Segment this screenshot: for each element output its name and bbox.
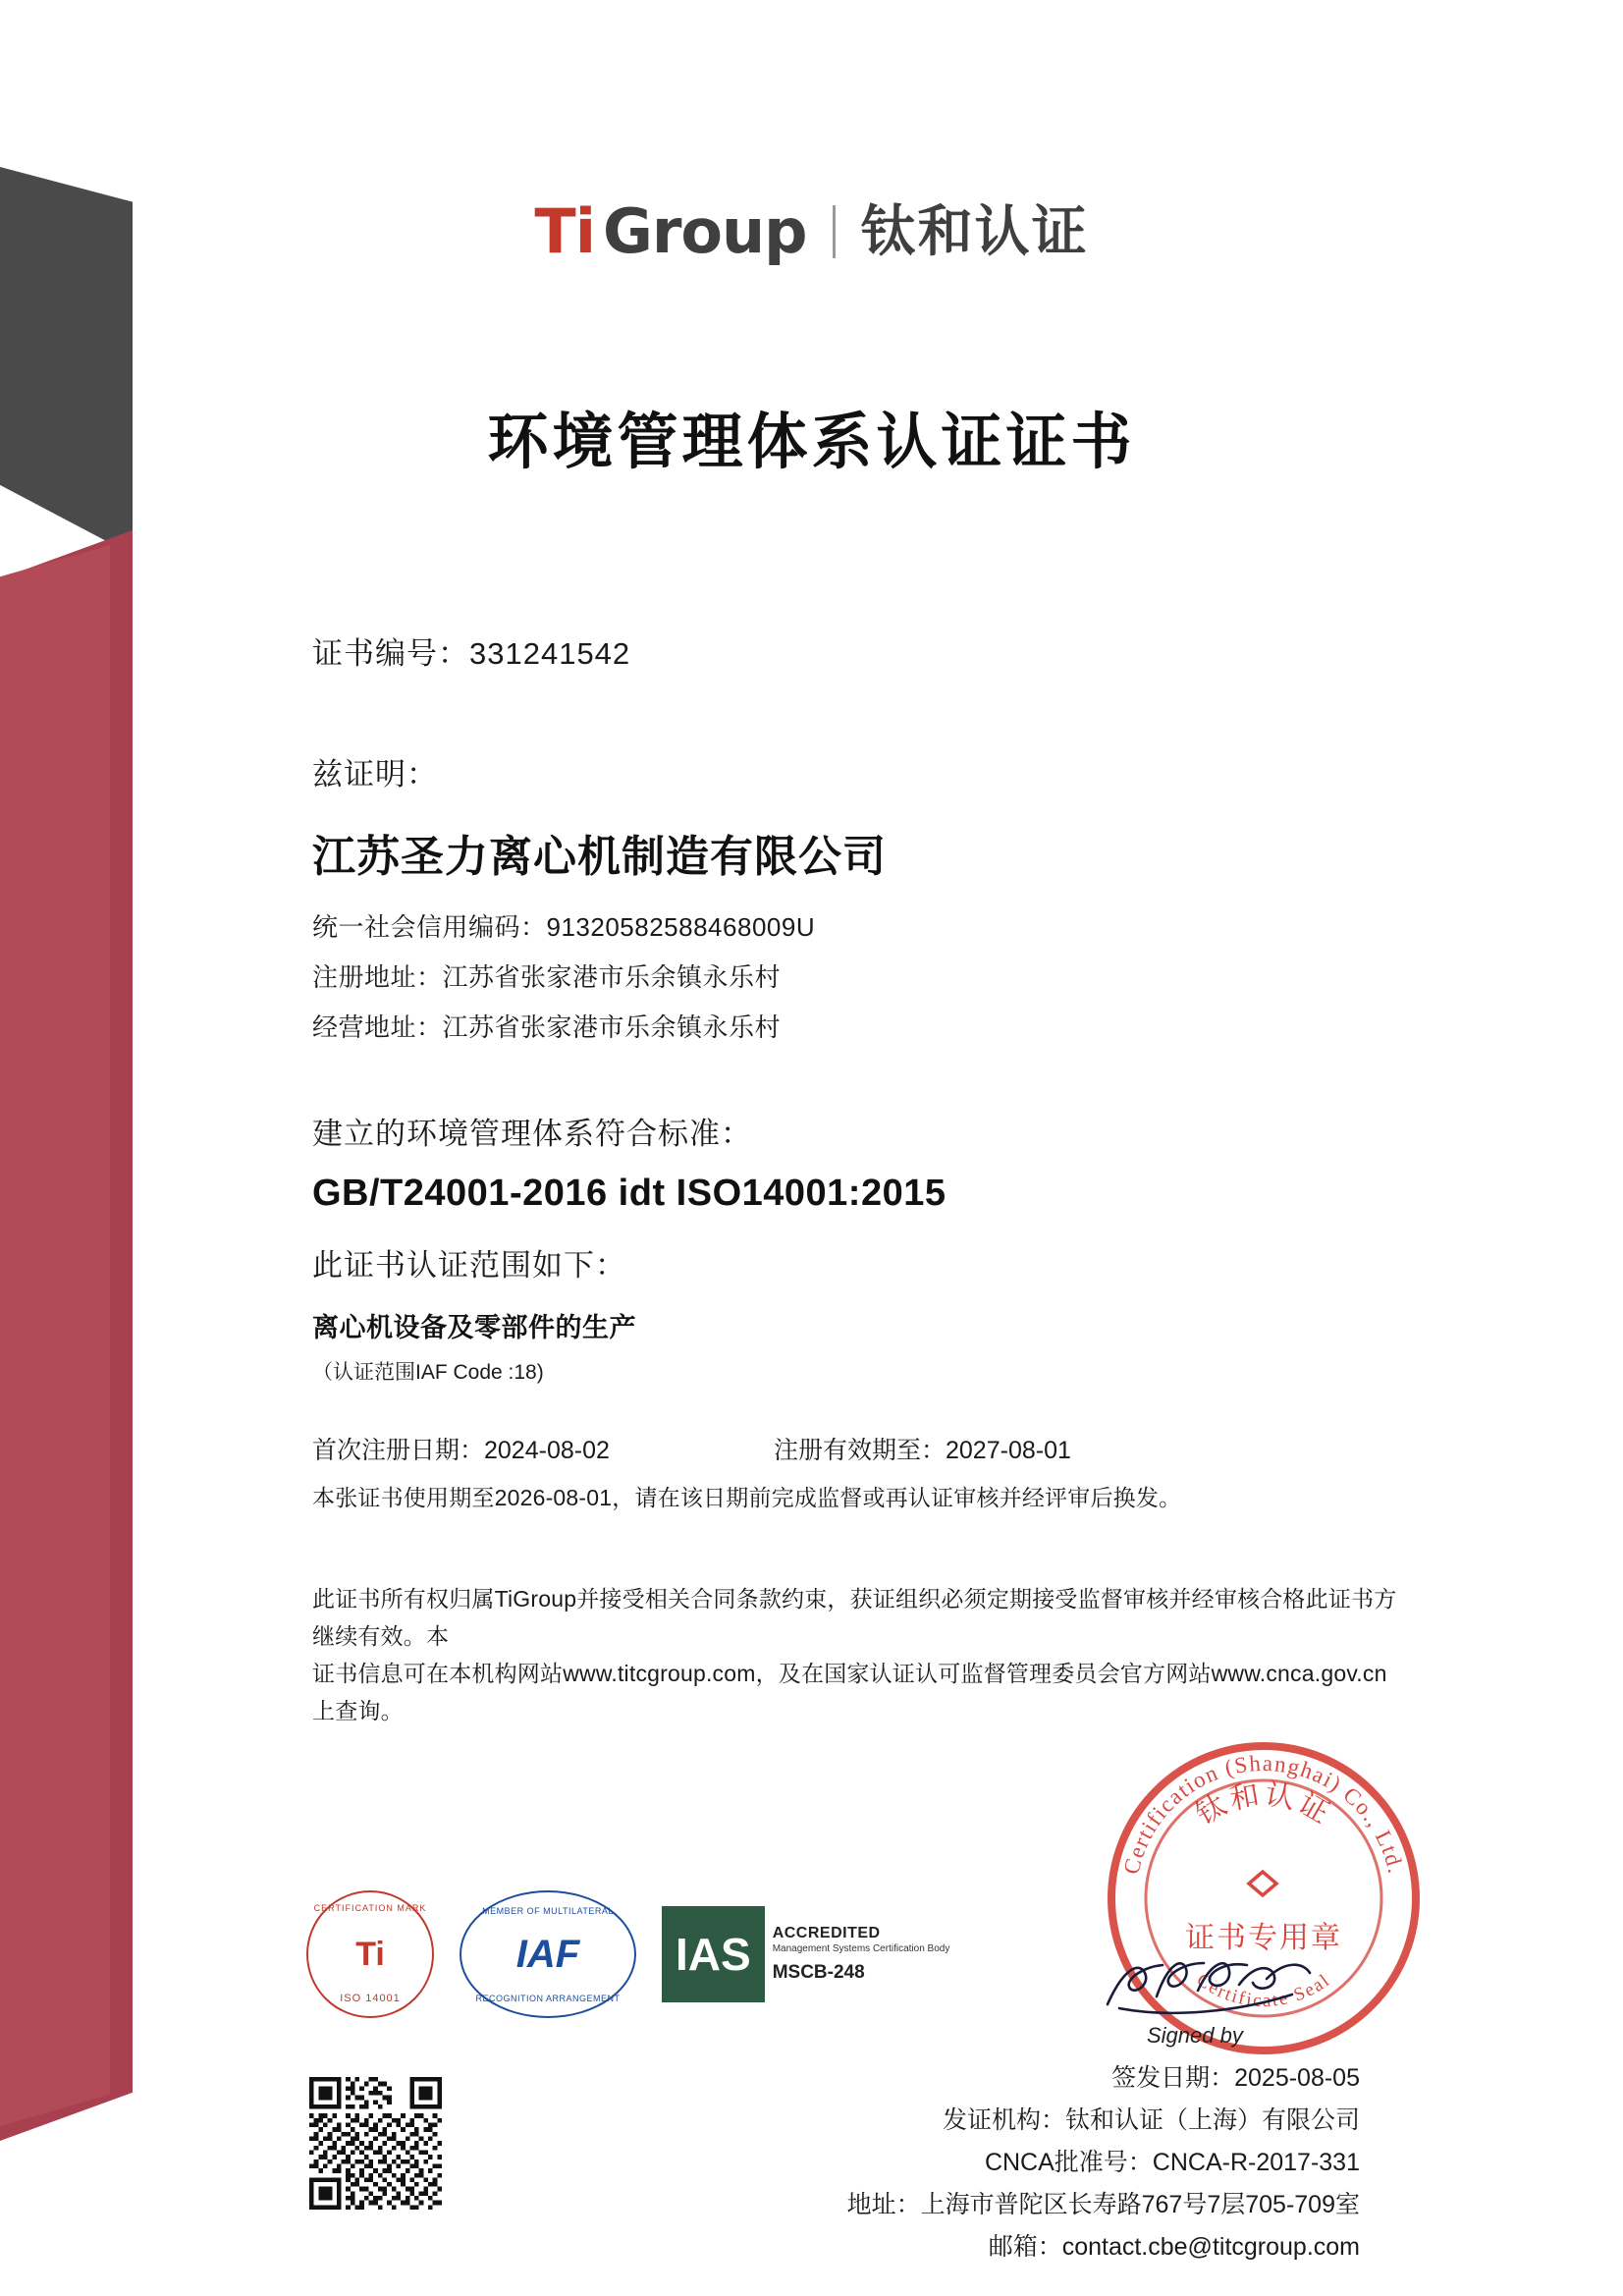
spacer <box>312 1058 1392 1109</box>
signed-by-label: Signed by <box>1147 2023 1243 2048</box>
svg-text:Certificate Seal: Certificate Seal <box>1192 1969 1335 2012</box>
legal-notice-line1: 此证书所有权归属TiGroup并接受相关合同条款约束，获证组织必须定期接受监督审核并经审核合格此证书方继续有效。本 <box>312 1586 1397 1649</box>
ias-code-text: MSCB-248 <box>772 1961 865 1983</box>
ias-mark-text-block <box>765 1906 950 2002</box>
certificate-body <box>312 629 1397 1730</box>
legal-notice <box>312 1581 1402 1730</box>
issuer-address: 地址：上海市普陀区长寿路767号7层705-709室 <box>846 2191 1360 2218</box>
scope-label: 此证书认证范围如下： <box>312 1248 626 1283</box>
iaf-mark-icon <box>460 1890 636 2018</box>
decorative-band-red-inner <box>0 545 110 2126</box>
logo-chinese-text: 钛和认证 <box>860 200 1089 262</box>
accreditation-marks <box>306 1890 949 2018</box>
footer-info <box>847 2057 1360 2269</box>
brand-logo <box>0 195 1623 267</box>
ias-mark-icon <box>662 1906 949 2002</box>
standard-value: GB/T24001-2016 idt ISO14001:2015 <box>312 1173 947 1214</box>
issue-date: 签发日期：2025-08-05 <box>1111 2064 1360 2092</box>
registered-address: 注册地址：江苏省张家港市乐余镇永乐村 <box>312 962 782 992</box>
iaf-mark-core-text: IAF <box>515 1933 580 1976</box>
logo-ti-text: Ti <box>534 195 595 267</box>
svg-text:证书专用章: 证书专用章 <box>1185 1921 1342 1955</box>
legal-notice-line2: 证书信息可在本机构网站www.titcgroup.com，及在国家认证认可监督管理委员会官方网站www.cnca.gov.cn上查询。 <box>312 1660 1387 1723</box>
page-title: 环境管理体系认证证书 <box>487 409 1136 476</box>
cnca-approval-number: CNCA批准号：CNCA-R-2017-331 <box>984 2149 1360 2176</box>
issuer-organization: 发证机构：钛和认证（上海）有限公司 <box>942 2106 1360 2134</box>
credit-code: 统一社会信用编码：91320582588468009U <box>312 912 816 942</box>
iaf-mark-bottom-text: RECOGNITION ARRANGEMENT <box>475 1994 621 2003</box>
signature-image <box>1100 1940 1325 2028</box>
standard-label: 建立的环境管理体系符合标准： <box>312 1117 752 1151</box>
scope-value: 离心机设备及零部件的生产 <box>312 1313 636 1342</box>
svg-text:钛和认证: 钛和认证 <box>1189 1777 1338 1832</box>
ias-subtitle-text: Management Systems Certification Body <box>772 1943 950 1955</box>
ias-accredited-text: ACCREDITED <box>772 1925 881 1942</box>
logo-divider <box>833 205 836 258</box>
business-address: 经营地址：江苏省张家港市乐余镇永乐村 <box>312 1012 782 1042</box>
qr-code-icon <box>309 2077 442 2210</box>
company-name: 江苏圣力离心机制造有限公司 <box>312 833 887 881</box>
scope-iaf-code: （认证范围IAF Code :18) <box>312 1361 544 1384</box>
issuer-email: 邮箱：contact.cbe@titcgroup.com <box>988 2233 1360 2261</box>
ti-mark-top-text: CERTIFICATION MARK <box>313 1903 427 1913</box>
ti-mark-bottom-text: ISO 14001 <box>340 1993 401 2004</box>
svg-text:Certification (Shanghai) Co.,: Certification (Shanghai) Co., Ltd. <box>1118 1750 1409 1877</box>
hereby-label: 兹证明： <box>312 757 438 792</box>
dates-row <box>312 1431 1392 1466</box>
valid-until-date: 注册有效期至：2027-08-01 <box>774 1437 1071 1464</box>
ti-certification-mark-icon <box>306 1890 434 2018</box>
certificate-number: 证书编号：331241542 <box>312 636 631 671</box>
logo-group-text: Group <box>602 195 807 267</box>
first-registration-date: 首次注册日期：2024-08-02 <box>312 1437 610 1464</box>
surveillance-note: 本张证书使用期至2026-08-01，请在该日期前完成监督或再认证审核并经评审后换发。 <box>312 1485 1182 1510</box>
ias-mark-core-text: IAS <box>662 1906 765 2002</box>
ti-mark-core-text: Ti <box>355 1936 385 1973</box>
iaf-mark-top-text: MEMBER OF MULTILATERAL <box>482 1906 614 1916</box>
